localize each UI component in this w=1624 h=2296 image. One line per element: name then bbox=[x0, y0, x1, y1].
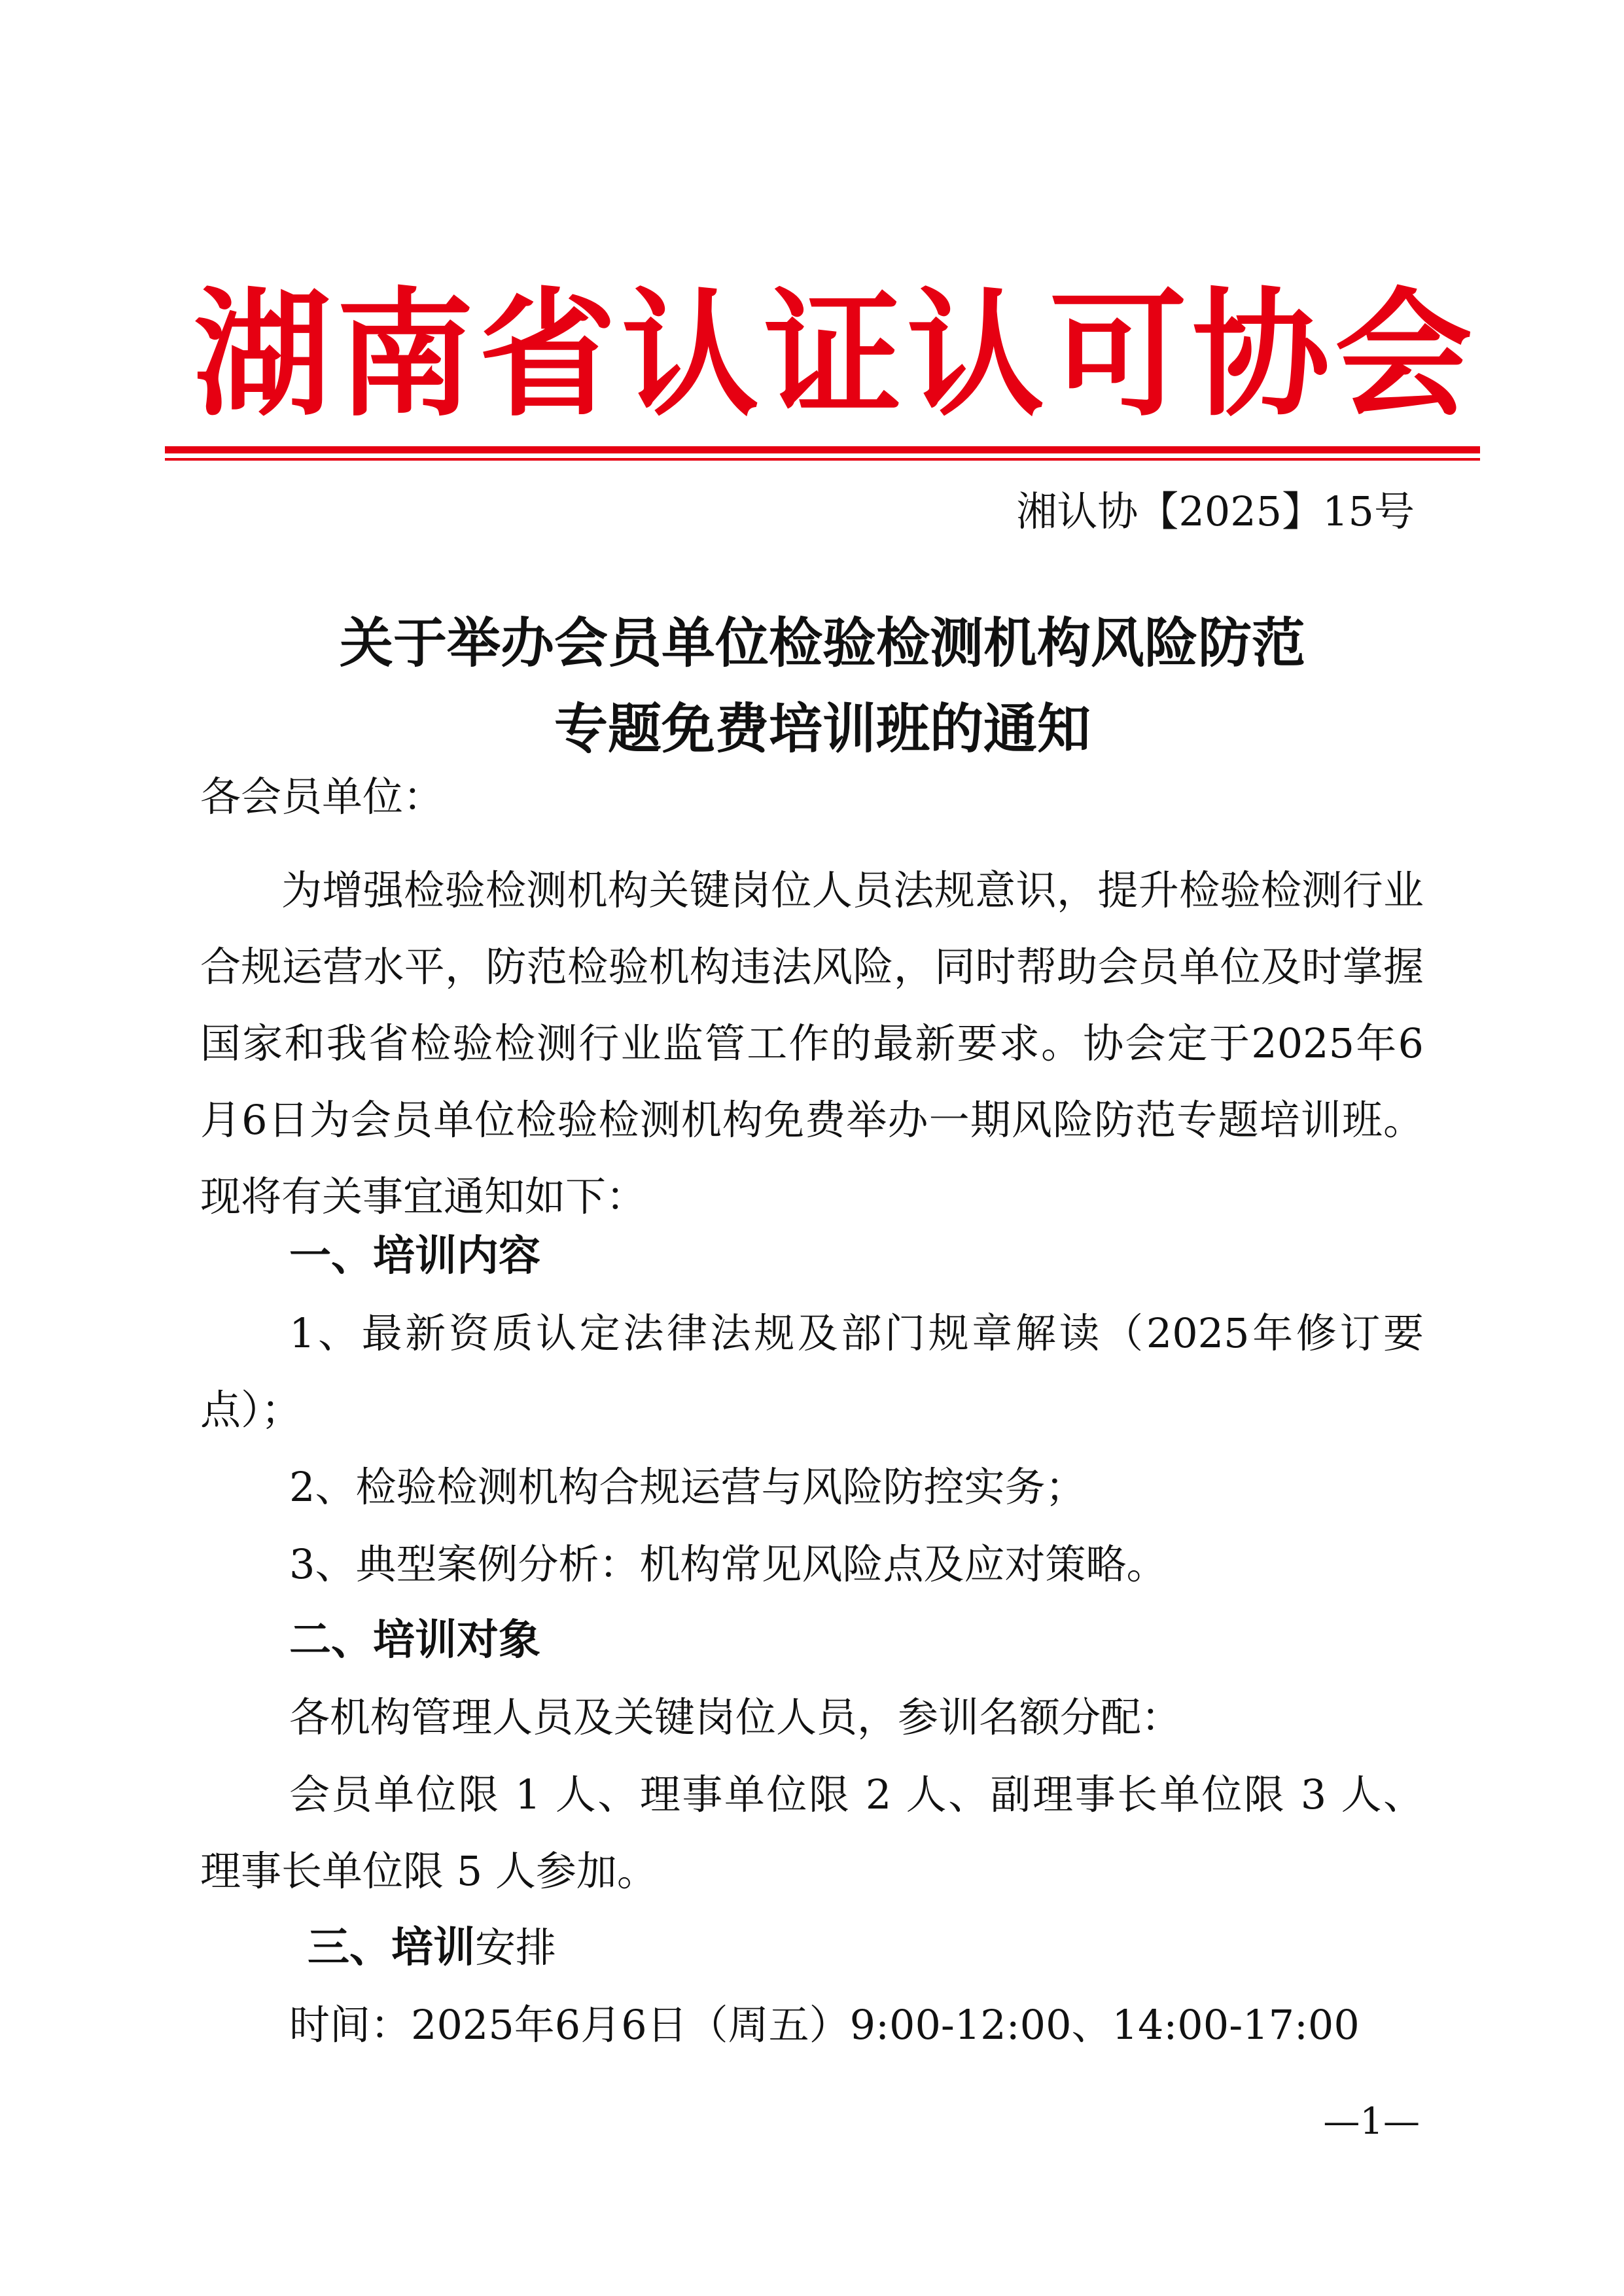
page-number: —1— bbox=[1323, 2100, 1420, 2143]
title-line-2: 专题免费培训班的通知 bbox=[554, 698, 1091, 760]
intro-paragraph: 为增强检验检测机构关键岗位人员法规意识，提升检验检测行业合规运营水平，防范检验机构违法风险，同时帮助会员单位及时掌握国家和我省检验检测行业监管工作的最新要求。协会定于2025年6月6日为会员单位检验检测机构免费举办一期风险防范专题培训班。现将有关事宜通知如下： bbox=[200, 866, 1424, 1220]
salutation: 各会员单位： bbox=[200, 773, 444, 821]
masthead-organization: 湖南省认证认可协会 bbox=[194, 275, 1478, 435]
section-1-item-1-line-1: 1、最新资质认定法律法规及部门规章解读（2025年修订要 bbox=[289, 1309, 1424, 1357]
section-2-heading: 二、培训对象 bbox=[289, 1616, 540, 1665]
section-3-heading bbox=[308, 1922, 556, 1974]
section-3-time: 时间：2025年6月6日（周五）9:00-12:00、14:00-17:00 bbox=[289, 2001, 1360, 2049]
section-2-line-1: 各机构管理人员及关键岗位人员，参训名额分配： bbox=[289, 1693, 1182, 1741]
section-2-line-3: 理事长单位限 5 人参加。 bbox=[200, 1847, 658, 1895]
section-3-heading-bold: 三、培训 bbox=[308, 1924, 475, 1972]
masthead-rule-thick bbox=[165, 446, 1480, 453]
section-1-item-3: 3、典型案例分析：机构常见风险点及应对策略。 bbox=[289, 1540, 1167, 1588]
title-line-1: 关于举办会员单位检验检测机构风险防范 bbox=[339, 612, 1305, 675]
masthead-rule-thin bbox=[165, 458, 1480, 461]
section-2-line-2: 会员单位限 1 人、理事单位限 2 人、副理事长单位限 3 人、 bbox=[289, 1771, 1424, 1818]
section-1-heading: 一、培训内容 bbox=[289, 1232, 540, 1280]
section-1-item-2: 2、检验检测机构合规运营与风险防控实务； bbox=[289, 1463, 1086, 1511]
section-3-heading-rest: 安排 bbox=[475, 1924, 557, 1971]
document-number: 湘认协【2025】15号 bbox=[1016, 487, 1415, 535]
section-1-item-1-line-2: 点）； bbox=[200, 1386, 302, 1434]
